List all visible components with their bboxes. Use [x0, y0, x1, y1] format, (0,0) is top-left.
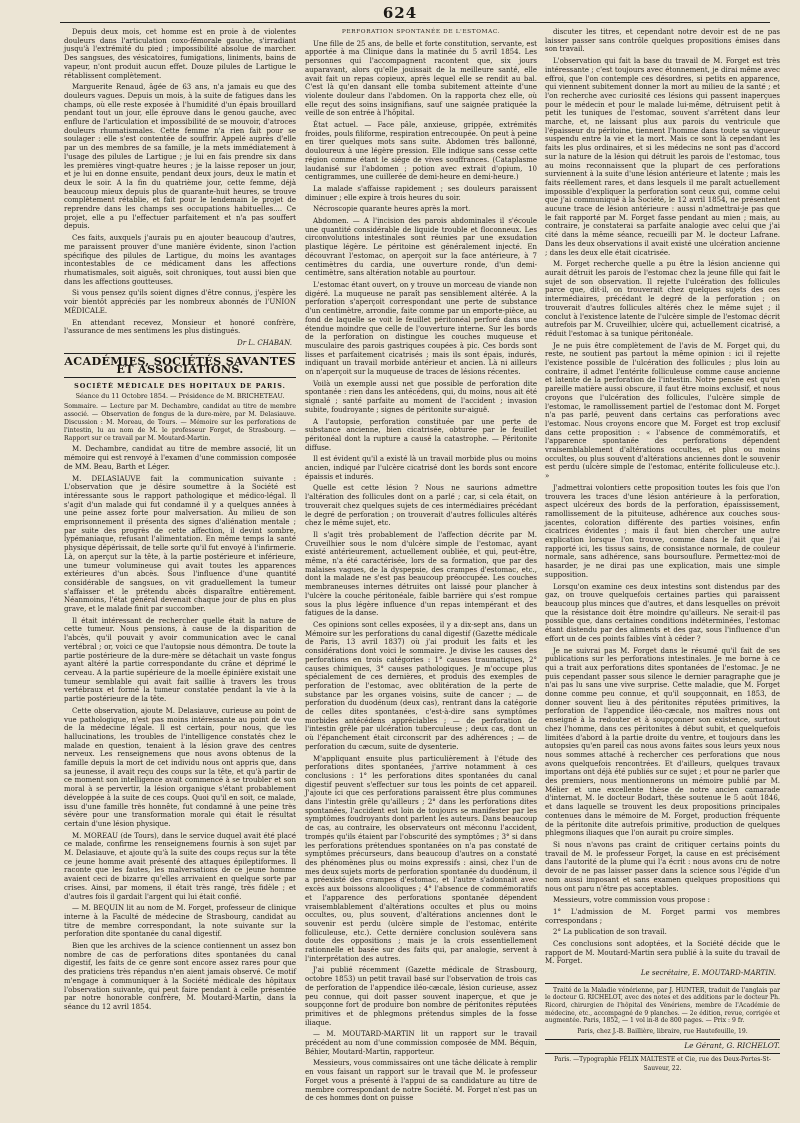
paragraph: L'estomac étant ouvert, on y trouve un morceau de viande non digéré. La muqueuse ne paraît pas sensiblement altérée. A la perforation s'aperçoit correspondant une perte de substance d'un centimètre, arrondie, faite comme par un emporte-pièce, au fond de laquelle se voit le feuillet péritonéal perforé dans une étendue moindre que celle de l'ouverture interne. Sur les bords de la perforation on distingue les couches muqueuse et musculaire des parois gastriques coupées à pic. Ces bords sont lisses et parfaitement cicatrisés ; mais ils sont épais, indurés, indiquant un travail morbide antérieur et ancien. Là ni ailleurs on n'aperçoit sur la muqueuse de traces de lésions récentes.	[305, 280, 537, 377]
paragraph: 2° La publication de son travail.	[553, 928, 667, 937]
paragraph: Si vous pensez qu'ils soient dignes d'être connus, j'espère les voir bientôt appréciés par les nombreux abonnés de l'UNION MÉDICALE.	[64, 289, 296, 315]
paragraph: Je ne puis être complètement de l'avis de M. Forget qui, du reste, ne soutient pas partout la même opinion : ici il rejette l'existence possible de l'ulcération des follicules ; plus loin au contraire, il admet l'entérite folliculeuse comme cause ancienne et latente de la perforation de l'intestin. Notre pensée est qu'en pareille matière aussi obscure, il faut être moins exclusif, et nous croyons que l'ulcération des follicules, l'ulcère simple de l'estomac, le ramollissement partiel de l'estomac dont M. Forget n'a pas parlé, peuvent dans certains cas perforations avec l'estomac. Nous croyons encore que M. Forget est trop exclusif dans cette proposition : « l'absence de commémoratifs, et l'apparence spontanée des perforations dépendent vraisemblablement d'altérations occultes, et plus ou moins occultes, ou plus souvent d'altérations anciennes dont le souvenir est perdu (ulcère simple de l'estomac, entérite folliculeuse etc.). »	[545, 341, 780, 481]
paragraph: Je ne suivrai pas M. Forget dans le résumé qu'il fait de ses publications sur les perforations intestinales. Je me borne à ce qui a trait aux perforations dites spontanées de l'estomac. Je ne puis cependant passer sous silence le dernier paragraphe que je n'ai pas lu sans une vive surprise. Cette maladie, que M. Forget donne comme peu connue, et qu'il soupçonnait, en 1853, de donner souvent lieu à des péritonites réputées primitives, la perforation de l'appendice iléo-cæcale, nos maîtres nous ont enseigné à la redouter et à soupçonner son existence, surtout chez l'homme, dans ces péritonites à début subit, et quelquefois limitées d'abord à la partie droite du ventre, et toujours dans les autopsies qu'en pareil cas nous avons faites sous leurs yeux nous nous sommes attaché à rechercher ces perforations que nous avons quelquefois rencontrées. Et d'ailleurs, quelques travaux importans ont déjà été publiés sur ce sujet ; et pour ne parler que des premiers, nous mentionnerons un mémoire publié par M. Mélier et une excellente thèse de notre ancien camarade d'internat, M. le docteur Bodart, thèse soutenue le 5 août 1846, et dans laquelle se trouvent les deux propositions principales contenues dans le mémoire de M. Forget, production fréquente de la péritonite dite autrefois primitive, production de quelques phlegmons iliaques que l'on aurait pu croire simples.	[545, 646, 780, 838]
paragraph: Si nous n'avons pas craint de critiquer certains points du travail de M. le professeur Forget, la cause en est précisément dans l'autorité de la plume qui l'a écrit : nous avons cru de notre devoir de ne pas laisser passer dans la science sous l'égide d'un nom aussi imposant et sans examen quelques propositions qui nous ont paru n'être pas acceptables.	[545, 840, 780, 893]
paragraph: Bien que les archives de la science contiennent un assez bon nombre de cas de perforations dites spontanées du canal digestif, les faits de ce genre sont encore assez rares pour que des praticiens très répandus n'en aient jamais observé. Ce motif m'engage à communiquer à la Société médicale des hôpitaux l'observation suivante, qui peut faire pendant à celle présentée par notre honorable confrère, M. Moutard-Martin, dans la séance du 12 avril 1854.	[64, 942, 296, 1011]
printer-line: Paris. —Typographie FÉLIX MALTESTE et Cie, rue des Deux-Portes-St-Sauveur, 22.	[554, 1056, 771, 1072]
paragraph: M. Dechambre, candidat au titre de membre associé, lit un mémoire qui est renvoyé à l'examen d'une commission composée de MM. Beau, Barth et Léger.	[64, 445, 296, 471]
section-title: ACADÉMIES, SOCIÉTÉS SAVANTES ET ASSOCIATIONS.	[64, 353, 296, 377]
letter-signature: Dr L. CHABAN.	[237, 338, 292, 347]
secretary-signature: Le secrétaire, E. MOUTARD-MARTIN.	[640, 969, 776, 978]
session-summary: Sommaire. — Lecture par M. Dechambre, candidat au titre de membre associé. — Observation de fongus de la dure-mère, par M. Delasiauve. Discussion : M. Moreau, de Tours. — Mémoire sur les perforations de l'intestin, lu au nom de M. le professeur Forget, de Strasbourg. — Rapport sur ce travail par M. Moutard-Martin.	[64, 403, 296, 442]
paragraph: Il s'agit très probablement de l'affection décrite par M. Cruveilhier sous le nom d'ulcère simple de l'estomac, ayant existé antérieurement, actuellement oubliée, et qui, peut-être, même, n'a été caractérisée, lors de sa formation, que par des malaises vagues, de la dyspepsie, des crampes d'estomac, etc., dont la malade ne s'est pas beaucoup préoccupée. Les couches membraneuses internes détruites ont laissé pour plancher à l'ulcère la couche péritonéale, faible barrière qui s'est rompue sous la plus légère influence d'un repas intempérant et des fatigues de la danse.	[305, 530, 537, 618]
article-title: PERFORATION SPONTANÉE DE L'ESTOMAC.	[341, 29, 501, 35]
paragraph: 1° L'admission de M. Forget parmi vos membres correspondans ;	[545, 907, 780, 925]
paragraph: Quelle est cette lésion ? Nous ne saurions admettre l'altération des follicules dont on a parlé ; car, si cela était, on trouverait chez quelques sujets de ces intermédiaires précédant le degré de perforation ; on trouverait d'autres follicules altérés chez le même sujet, etc.	[305, 484, 537, 528]
paragraph: M. DELASIAUVE fait la communication suivante : L'observation que je désire soumettre à la Société est intéressante sous le rapport pathologique et médico-légal. Il s'agit d'un malade qui fut condamné il y a quelques années à une peine assez forte pour malversation. Au milieu de son emprisonnement il présenta des signes d'aliénation mentale ; par suite des progrès de cette affection, il devint sombre, lypémaniaque, refusant l'alimentation. En même temps la santé physique dépérissait, de telle sorte qu'il fut envoyé à l'infirmerie. Là, on aperçut sur la tête, à la partie postérieure et inférieure, une tumeur volumineuse qui avait toutes les apparences extérieures d'un abcès. Sous l'influence d'une quantité considérable de sangsues, on vit graduellement la tumeur s'affaisser et le prétendu abcès disparaître entièrement. Néanmoins, l'état général devenait chaque jour de plus en plus grave, et le malade finit par succomber.	[64, 474, 296, 614]
right-column	[545, 28, 780, 1077]
paragraph: Lorsqu'on examine ces deux intestins sont distendus par des gaz, on trouve quelquefois certaines parties qui paraissent beaucoup plus minces que d'autres, et dans lesquelles on prévoit que la résistance doit être moindre qu'ailleurs. Ne serait-il pas possible que, dans certaines conditions indéterminées, l'estomac étant distendu par des aliments et des gaz, sous l'influence d'un effort un de ces points faibles vînt à céder ?	[545, 582, 780, 643]
paragraph: Il est évident qu'il a existé là un travail morbide plus ou moins ancien, indiqué par l'ulcère cicatrisé dont les bords sont encore épaissis et indurés.	[305, 455, 537, 481]
paragraph: — M. MOUTARD-MARTIN lit un rapport sur le travail précédent au nom d'une commission composée de MM. Béquin, Béhier, Moutard-Martin, rapporteur.	[305, 1030, 537, 1056]
paragraph: La malade s'affaisse rapidement ; ses douleurs paraissent diminuer ; elle expire à trois heures du soir.	[305, 184, 537, 202]
paragraph: Voilà un exemple aussi net que possible de perforation dite spontanée : rien dans les antécédens, qui, du moins, nous ait été signalé ; santé parfaite au moment de l'accident ; invasion subite, foudroyante ; signes de péritonite sur-aiguë.	[305, 379, 537, 414]
society-name: SOCIÉTÉ MÉDICALE DES HOPITAUX DE PARIS.	[74, 382, 286, 391]
paragraph: Messieurs, votre commission vous propose :	[553, 896, 711, 905]
paragraph: J'ai publié récemment (Gazette médicale de Strasbourg, octobre 1853) un petit travail basé sur l'observation de trois cas de perforation de l'appendice iléo-cæcale, lésion curieuse, assez peu connue, qui doit passer souvent inaperçue, et que je soupçonne fort de produire bon nombre de péritonites réputées primitives et de phlegmons prétendus simples de la fosse iliaque.	[305, 966, 537, 1027]
left-column	[64, 28, 296, 1015]
page-number: 624	[382, 4, 418, 22]
session-line: Séance du 11 Octobre 1854. — Présidence de M. BRICHETEAU.	[75, 391, 285, 400]
paragraph: Messieurs, vous commissaires ont une tâche délicate à remplir en vous faisant un rapport sur le travail que M. le professeur Forget vous a présenté à l'appui de sa candidature au titre de membre correspondant de notre Société. M. Forget n'est pas un de ces hommes dont on puisse	[305, 1059, 537, 1103]
gerant-line: Le Gérant, G. RICHELOT.	[545, 1039, 780, 1054]
paragraph: Abdomen. — A l'incision des parois abdominales il s'écoule une quantité considérable de liquide trouble et floconneux. Les circonvolutions intestinales sont réunies par une exsudation plastique légère. Le péritoine est généralement injecté. En découvrant l'estomac, on aperçoit sur la face antérieure, à 7 centimètres du cardia, une ouverture ronde, d'un demi-centimètre, sans altération notable au pourtour.	[305, 217, 537, 278]
paragraph: M. MOREAU (de Tours), dans le service duquel avait été placé ce malade, confirme les renseignemens fournis à son sujet par M. Delasiauve, et ajoute qu'à la suite des coups reçus sur la tête ce jeune homme avait présenté des attaques épileptiformes. Il raconte que les fautes, les malversations de ce jeune homme avaient ceci de bizarre qu'elles arrivaient en quelque sorte par crises. Ainsi, par momens, il était très rangé, très fidèle ; et d'autres fois il gardait l'argent qui lui était confié.	[64, 831, 296, 901]
paragraph: En attendant recevez, Monsieur et honoré confrère, l'assurance de mes sentimens les plus distingués.	[64, 318, 296, 336]
paragraph: Nécroscopie quarante heures après la mort.	[313, 205, 471, 214]
paragraph: Depuis deux mois, cet homme est en proie à de violentes douleurs dans l'articulation coxo-fémorale gauche, s'irradiant jusqu'à l'extrémité du pied ; impossibilité absolue de marcher. Des sangsues, des vésicatoires, fumigations, liniments, bains de vapeur, n'ont produit aucun effet. Douze pilules de Lartigue le rétablissent complètement.	[64, 28, 296, 80]
paragraph: L'observation qui fait la base du travail de M. Forget est très intéressante ; c'est toujours avec étonnement, je dirai même avec effroi, que l'on contemple ces désordres, si petits en apparence, qui viennent subitement donner la mort au milieu de la santé ; et l'on recherche avec curiosité ces lésions qui passent inaperçues pour le médecin et pour le malade lui-même, détruisent petit à petit les tuniques de l'estomac, souvent s'arrêtent dans leur marche, et, ne laissant plus aux parois du ventricule que l'épaisseur du péritoine, tiennent l'homme dans toute sa vigueur suspendu entre la vie et la mort. Mais ce sont là cependant les faits les plus ordinaires, et si les médecins ne sont pas d'accord sur la nature de la lésion qui détruit les parois de l'estomac, tous au moins reconnaissent que la plupart de ces perforations surviennent à la suite d'une lésion antérieure et latente ; mais les faits réellement rares, et dans lesquels il me paraît actuellement impossible d'expliquer la perforation sont ceux qui, comme celui que j'ai communiqué à la Société, le 12 avril 1854, ne présentent aucune trace de lésion antérieure : aussi n'admettrai-je pas que le fait rapporté par M. Forget fasse pendant au mien ; mais, au contraire, je constaterai sa parfaite analogie avec celui que j'ai cité dans la même séance, recueilli par M. le docteur Lafrane. Dans les deux observations il avait existé une ulcération ancienne ; dans les deux elle était cicatrisée.	[545, 57, 780, 257]
paragraph: Une fille de 25 ans, de belle et forte constitution, servante, est apportée à ma Clinique dans la matinée du 5 avril 1854. Les personnes qui l'accompagnent racontent que, six jours auparavant, alors qu'elle jouissait de la meilleure santé, elle avait fait un repas copieux, après lequel elle se rendit au bal. C'est là qu'en dansant elle tomba subitement atteinte d'une violente douleur dans l'abdomen. On la rapporta chez elle, où elle reçut des soins insignifians, sauf une saignée pratiquée la veille de son entrée à l'hôpital.	[305, 39, 537, 118]
paragraph: M'appliquant ensuite plus particulièrement à l'étude des perforations dites spontanées, j'arrive notamment à ces conclusions : 1° les perforations dites spontanées du canal digestif peuvent s'effectuer sur tous les points de cet appareil. J'ajoute ici que ces perforations paraissent être plus communes dans l'intestin grêle qu'ailleurs ; 2° dans les perforations dites spontanées, l'accident est loin de toujours se manifester par les symptômes foudroyants dont parlent les auteurs. Dans beaucoup de cas, au contraire, les observateurs ont méconnu l'accident, trompés qu'ils étaient par l'obscurité des symptômes ; 3° si dans les perforations prétendues spontanées on n'a pas constaté de symptômes précurseurs, dans beaucoup d'autres on a constaté des phénomènes plus ou moins expressifs : ainsi, chez l'un de mes deux sujets morts de perforation spontanée du duodénum, il a préexisté des crampes d'estomac, et l'autre s'adonnait avec excès aux boissons alcooliques ; 4° l'absence de commémoratifs et l'apparence des perforations spontanée dépendent vraisemblablement d'altérations occultes et plus ou moins occultes, ou, plus souvent, d'altérations anciennes dont le souvenir est perdu (ulcère simple de l'estomac, entérite folliculeuse, etc.). Cette dernière conclusion soulèvera sans doute des oppositions ; mais je la crois essentiellement rationnelle et basée sur des faits qui, par analogie, servent à l'interprétation des autres.	[305, 754, 537, 963]
book-notice: Traité de la Maladie vénérienne, par J. HUNTER, traduit de l'anglais par le docteur G. RICHELOT, avec des notes et des additions par le docteur Ph. Ricord, chirurgien de l'hôpital des Vénériens, membre de l'Académie de médecine, etc., accompagné de 9 planches. — 2e édition, revue, corrigée et augmentée. Paris, 1852, — 1 vol in-8 de 800 pages. — Prix : 9 fr.	[545, 986, 780, 1025]
publisher-line: Paris, chez J.-B. Baillière, libraire, rue Hautefeuille, 19.	[577, 1027, 748, 1035]
paragraph: Ces conclusions sont adoptées, et la Société décide que le rapport de M. Moutard-Martin sera publié à la suite du travail de M. Forget.	[545, 940, 780, 966]
paragraph: Cette observation, ajoute M. Delasiauve, curieuse au point de vue pathologique, n'est pas moins intéressante au point de vue de la médecine légale. Il est certain, pour nous, que les hallucinations, les troubles de l'intelligence constatés chez le malade en question, tenaient à la lésion grave des centres nerveux. Les renseignemens que nous avons obtenus de la famille depuis la mort de cet individu nous ont appris que, dans sa jeunesse, il avait reçu des coups sur la tête, et qu'à partir de ce moment son intelligence avait commencé à se troubler et son moral à se pervertir, la lésion organique s'étant probablement développée à la suite de ces coups. Quoi qu'il en soit, ce malade, issu d'une famille très honnête, fut condamné à une peine très sévère pour une transformation morale qui était le résultat certain d'une lésion physique.	[64, 706, 296, 828]
paragraph: Il était intéressant de rechercher quelle était la nature de cette tumeur. Nous pensions, à cause de la disparition de l'abcès, qu'il pouvait y avoir communication avec le canal vertébral ; or, voici ce que l'autopsie nous démontra. De toute la partie postérieure de la dure-mère se détachait un vaste fongus ayant altéré la partie correspondante du crâne et déprimé le cerveau. A la partie supérieure de la moelle épinière existait une tumeur semblable qui avait fait saillie à travers les trous vertébraux et formé la tumeur constatée pendant la vie à la partie postérieure de la tête.	[64, 616, 296, 704]
paragraph: J'admettrai volontiers cette proposition toutes les fois que l'on trouvera les traces d'une lésion antérieure à la perforation, aspect ulcéreux des bords de la perforation, épaississement, ramollissement de la pituiteuse, adhérence aux couches sous-jacentes, coloration différente des parties voisines, enfin cicatrices évidentes ; mais il faut bien chercher une autre explication lorsque l'on trouve, comme dans le fait que j'ai rapporté ici, les tissus sains, de consistance normale, de couleur normale, sans adhérence, sans boursouflure. Permettez-moi de hasarder, je ne dirai pas une explication, mais une simple supposition.	[545, 483, 780, 579]
header-rule	[60, 22, 770, 23]
book-notice-block	[545, 983, 780, 1036]
paragraph: État actuel. — Face pâle, anxieuse, grippée, extrémités froides, pouls filiforme, respiration entrecoupée. On peut à peine en tirer quelques mots sans suite. Abdomen très ballonné, douloureux à une légère pression. Elle indique sans cesse cette région comme étant le siége de vives souffrances. (Cataplasme laudanisé sur l'abdomen ; potion avec extrait d'opium, 10 centigrammes, une cuillerée de demi-heure en demi-heure.)	[305, 121, 537, 182]
paragraph: Ces faits, auxquels j'aurais pu en ajouter beaucoup d'autres, me paraissent prouver d'une manière évidente, sinon l'action spécifique des pilules de Lartigue, du moins les avantages incontestables de ce médicament dans les affections rhumatismales, soit aiguës, soit chroniques, tout aussi bien que dans les affections goutteuses.	[64, 234, 296, 286]
middle-column	[305, 28, 537, 1106]
paragraph: Marguerite Renaud, âgée de 63 ans, n'a jamais eu que des douleurs vagues. Depuis un mois, à la suite de fatigues dans les champs, où elle reste exposée à l'humidité d'un épais brouillard pendant tout un jour, elle éprouve dans le genou gauche, avec enflure de l'articulation et impossibilité de se mouvoir, d'atroces douleurs rhumatismales. Cette femme n'a rien fait pour se soulager : elle s'est contentée de souffrir. Appelé auprès d'elle par un des membres de sa famille, je la mets immédiatement à l'usage des pilules de Lartigue ; je lui en fais prendre six dans les premières vingt-quatre heures ; je la laisse reposer un jour, et je lui en donne ensuite, pendant deux jours, deux le matin et deux le soir. A la fin du quatrième jour, cette femme, déjà beaucoup mieux depuis plus de quarante-huit heures, se trouve complètement rétablie, et fait pour le lendemain le projet de reprendre dans les champs ses occupations habituelles.... Ce projet, elle a pu l'effectuer parfaitement et n'a pas souffert depuis.	[64, 83, 296, 231]
paragraph: — M. BEQUIN lit au nom de M. Forget, professeur de clinique interne à la Faculté de médecine de Strasbourg, candidat au titre de membre correspondant, la note suivante sur la perforation dite spontanée du canal digestif.	[64, 904, 296, 939]
paragraph: Ces opinions sont celles exposées, il y a dix-sept ans, dans un Mémoire sur les perforations du canal digestif (Gazette médicale de Paris, 13 avril 1837) où j'ai produit les faits et les considérations dont voici le sommaire. Je divise les causes des perforations en trois catégories : 1° causes traumatiques, 2° causes chimiques, 3° causes pathologiques. Je m'occupe plus spécialement de ces dernières, et produis des exemples de perforation de l'estomac, avec oblitération de la perte de substance par les organes voisins, suite de cancer ; — de perforation du duodénum (deux cas), rentrant dans la catégorie de celles dites spontanées, c'est-à-dire sans symptômes morbides antécédens appréciables ; — de perforation de l'intestin grêle par ulcération tuberculeuse ; deux cas, dont un où l'épanchement était circonscrit par des adhérences ; — de perforation du cæcum, suite de dysenterie.	[305, 621, 537, 751]
paragraph: A l'autopsie, perforation constituée par une perte de substance ancienne, bien cicatrisée, obturée par le feuillet péritonéal dont la rupture a causé la catastrophe. — Péritonite diffuse.	[305, 417, 537, 452]
paragraph: discuter les titres, et cependant notre devoir est de ne pas laisser passer sans contrôle quelques propositions émises dans son travail.	[545, 28, 780, 54]
paragraph: M. Forget recherche quelle a pu être la lésion ancienne qui aurait détruit les parois de l'estomac chez la jeune fille qui fait le sujet de son observation. Il rejette l'ulcération des follicules parce que, dit-il, on trouverait chez quelques sujets des ces intermédiaires, précédant le degré de la perforation ; on trouverait d'autres follicules altérés chez le même sujet ; il conclut à l'existence latente de l'ulcère simple de l'estomac décrit autrefois par M. Cruveilhier, ulcère qui, actuellement cicatrisé, a réduit l'estomac à sa tunique péritonéale.	[545, 260, 780, 338]
